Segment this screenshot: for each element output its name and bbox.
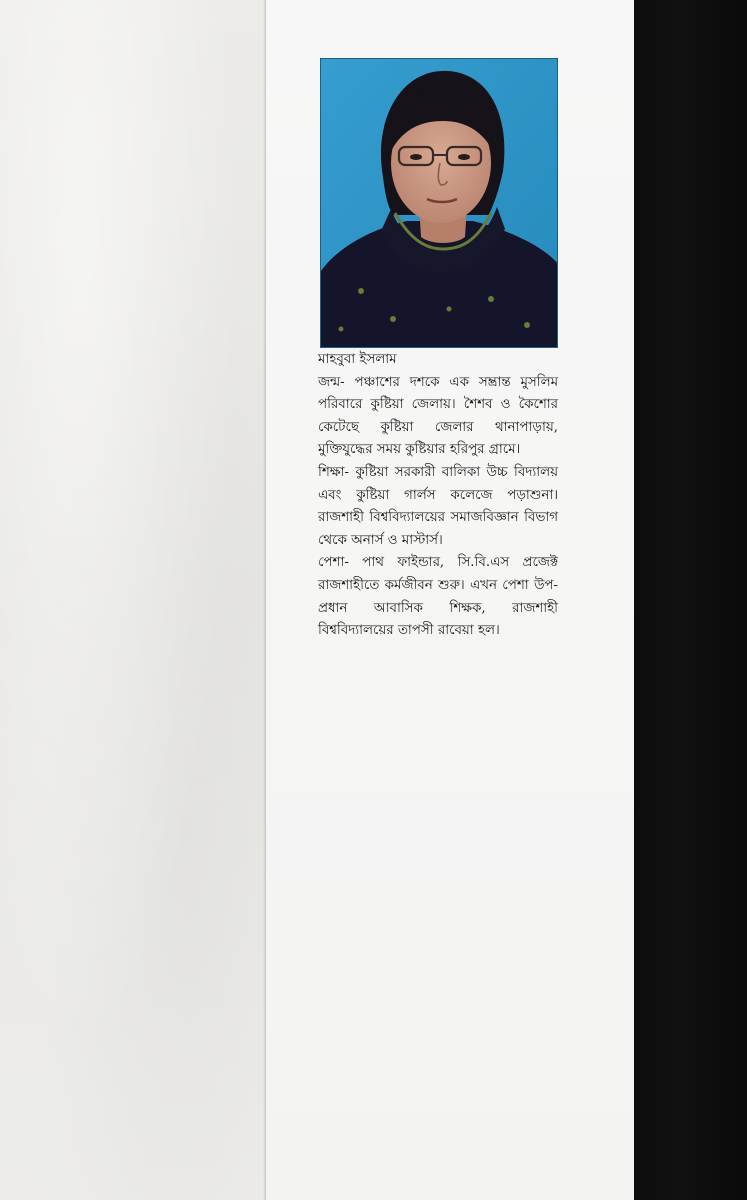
bio-paragraph-birth: জন্ম- পঞ্চাশের দশকে এক সম্ভ্রান্ত মুসলিম পরিবারে কুষ্টিয়া জেলায়। শৈশব ও কৈশোর কেটেছে কুষ্টিয়া জেলার থানাপাড়ায়, মুক্তিযুদ্ধের সময় কুষ্টিয়ার হরিপুর গ্রামে।	[318, 374, 558, 458]
author-bio	[318, 349, 558, 643]
book-cover-flap	[0, 0, 266, 1200]
bio-paragraph-profession: পেশা- পাথ ফাইন্ডার, সি.বি.এস প্রজেক্ট রাজশাহীতে কর্মজীবন শুরু। এখন পেশা উপ-প্রধান আবাসিক শিক্ষক, রাজশাহী বিশ্ববিদ্যালয়ের তাপসী রাবেয়া হল।	[318, 555, 558, 639]
author-photo	[320, 58, 558, 348]
book-spine	[634, 0, 747, 1200]
bio-paragraph-education: শিক্ষা- কুষ্টিয়া সরকারী বালিকা উচ্চ বিদ্যালয় এবং কুষ্টিয়া গার্লস কলেজে পড়াশুনা। রাজশাহী বিশ্ববিদ্যালয়ের সমাজবিজ্ঞান বিভাগ থেকে অনার্স ও মাস্টার্স।	[318, 464, 558, 548]
author-portrait-image	[321, 59, 558, 348]
author-name: মাহবুবা ইসলাম	[318, 352, 397, 367]
